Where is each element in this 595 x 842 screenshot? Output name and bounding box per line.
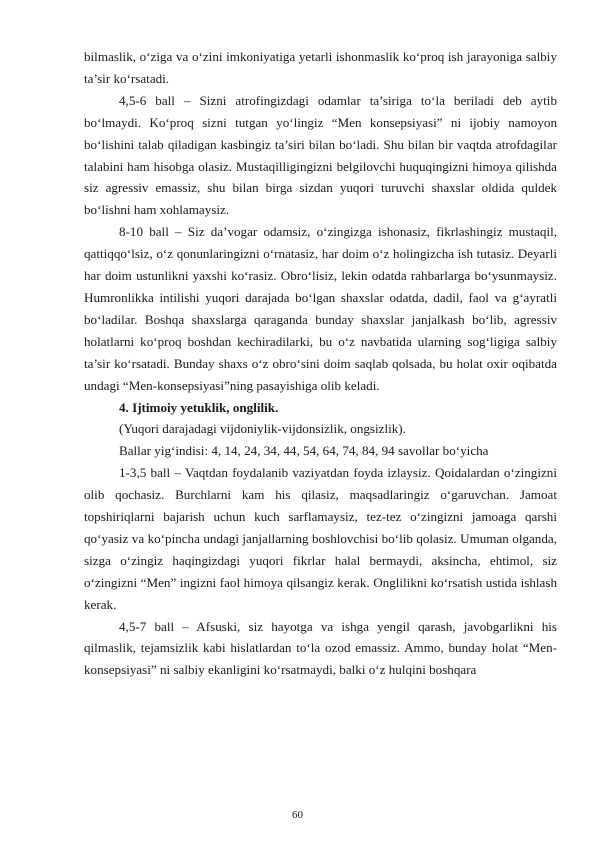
document-page <box>84 46 557 681</box>
paragraph-score-1-3-5: 1-3,5 ball – Vaqtdan foydalanib vaziyatdan foyda izlaysiz. Qoidalardan o‘zingizni olib qochasiz. Burchlarni kam his qilasiz, maqsadlaringiz o‘garuvchan. Jamoat topshiriqlarni bajarish uchun kuch sarflamaysiz, tez-tez o‘zingizni jamoaga qarshi qo‘yasiz va ko‘pincha undagi janjallarning boshlovchisi bo‘lib qolasiz. Umuman olganda, sizga o‘zingiz haqingizdagi yuqori fikrlar halal bermaydi, aksincha, ehtimol, siz o‘zingizni “Men” ingizni faol himoya qilsangiz kerak. Onglilikni ko‘rsatish ustida ishlash kerak. <box>84 465 557 612</box>
paragraph-score-8-10: 8-10 ball – Siz da’vogar odamsiz, o‘zingizga ishonasiz, fikrlashingiz mustaqil, qattiqqo‘lsiz, o‘z qonunlaringizni o‘rnatasiz, har doim o‘z holingizcha ish tutasiz. Deyarli har doim ustunlikni yaxshi ko‘rasiz. Obro‘lisiz, lekin odatda rahbarlarga bo‘ysunmaysiz. Humronlikka intilishi yuqori darajada bo‘lgan shaxslar odatda, dadil, faol va g‘ayratli bo‘ladilar. Boshqa shaxslarga qaraganda bunday shaxslar janjalkash bo‘lib, agressiv holatlarni ko‘proq boshdan kechiradilarki, bu o‘z navbatida ularning sog‘ligiga salbiy ta’sir ko‘rsatadi. Bunday shaxs o‘z obro‘sini doim saqlab qolsada, bu holat oxir oqibatda undagi “Men-konsepsiyasi”ning pasayishiga olib keladi. <box>84 224 557 393</box>
paragraph-continuation: bilmaslik, o‘ziga va o‘zini imkoniyatiga yetarli ishonmaslik ko‘proq ish jarayoniga salbiy ta’sir ko‘rsatadi. <box>84 49 557 86</box>
paragraph-score-4-5-7: 4,5-7 ball – Afsuski, siz hayotga va ishga yengil qarash, javobgarlikni his qilmaslik, tejamsizlik kabi hislatlardan to‘la ozod emassiz. Ammo, bunday holat “Men-konsepsiyasi” ni salbiy ekanligini ko‘rsatmaydi, balki o‘z hulqini boshqara <box>84 618 557 678</box>
section-heading: 4. Ijtimoiy yetuklik, onglilik. <box>119 399 279 415</box>
score-questions-line: Ballar yig‘indisi: 4, 14, 24, 34, 44, 54, 64, 74, 84, 94 savollar bo‘yicha <box>119 443 489 459</box>
page-number: 60 <box>292 809 303 821</box>
paragraph-score-4-5-6: 4,5-6 ball – Sizni atrofingizdagi odamlar ta’siriga to‘la beriladi deb aytib bo‘lmaydi. Ko‘proq sizni tutgan yo‘lingiz “Men konsepsiyasi” ni ijobiy namoyon bo‘lishini talab qiladigan kasbingiz ta’siri bilan bo‘ladi. Shu bilan bir vaqtda atrofdagilar talabini ham hisobga olasiz. Mustaqilligingizni belgilovchi huquqingizni himoya qilishda siz agressiv emassiz, shu bilan birga sizdan yuqori turuvchi shaxslar oldida quldek bo‘lishni ham xohlamaysiz. <box>84 92 557 218</box>
section-subtitle: (Yuqori darajadagi vijdoniylik-vijdonsizlik, ongsizlik). <box>119 421 406 437</box>
